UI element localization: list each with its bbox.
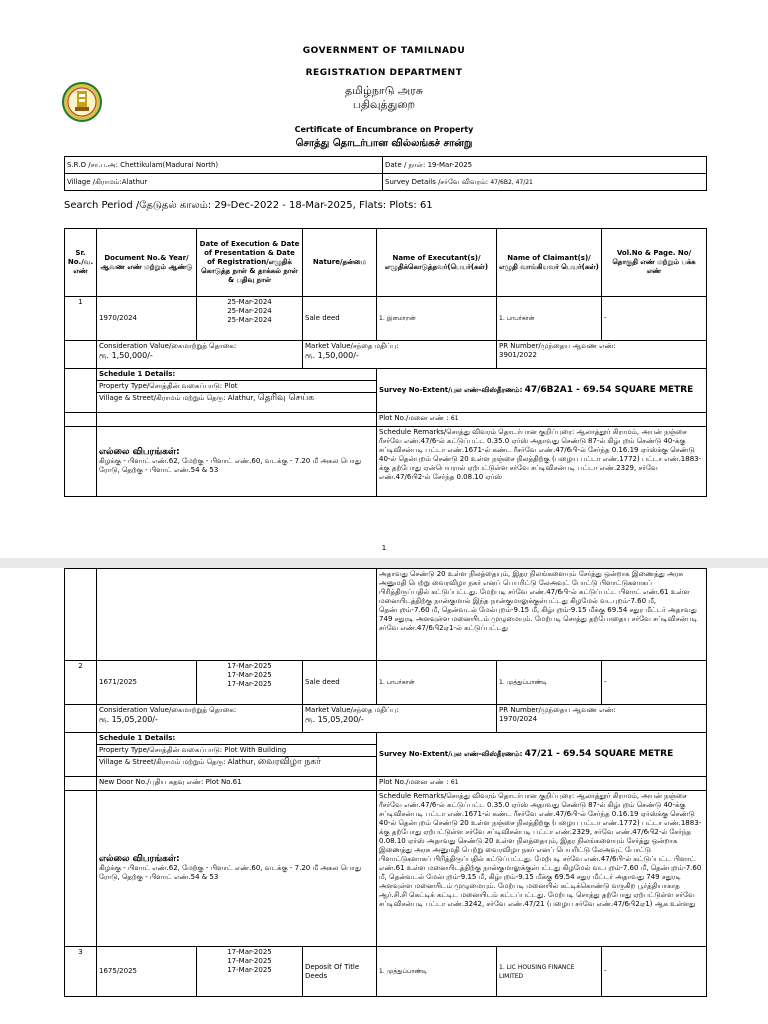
col-sr: Sr. No./வ. எண்	[65, 229, 97, 297]
survey-extent: Survey No-Extent/புல எண்-விஸ்தீரணம்: 47/6B2A1 - 69.54 SQUARE METRE	[377, 369, 707, 413]
document-no: 1675/2025	[97, 947, 197, 997]
dates-cell: 17-Mar-2025 17-Mar-2025 17-Mar-2025	[197, 661, 303, 705]
claimant: 1. பாபர்கான்	[497, 297, 602, 341]
nature: Sale deed	[303, 297, 377, 341]
consideration-value: Consideration Value/கைமாற்றுத் தொகை: ரூ. 1,50,000/-	[97, 341, 303, 369]
search-period: Search Period /தேடுதல் காலம்: 29-Dec-2022 - 18-Mar-2025, Flats: Plots: 61	[64, 200, 433, 211]
sr-no: 2	[65, 661, 97, 705]
table-row	[65, 661, 707, 705]
col-nature: Nature/தன்மை	[303, 229, 377, 297]
survey-details-field: Survey Details /சர்வே விவரம்: 47/6B2, 47/21	[383, 174, 707, 191]
consideration-value: Consideration Value/கைமாற்றுத் தொகை: ரூ. 15,05,200/-	[97, 705, 303, 733]
market-value: Market Value/சந்தை மதிப்பு: ரூ. 1,50,000/-	[303, 341, 497, 369]
certificate-title-tamil: சொத்து தொடர்பான வில்லங்கச் சான்று	[295, 138, 473, 149]
table-row	[65, 947, 707, 997]
pr-number: PR Number/முந்தைய ஆவண எண்: 1970/2024	[497, 705, 707, 733]
sr-no: 3	[65, 947, 97, 997]
col-volume: Vol.No & Page. No/ தொகுதி எண் மற்றும் பக்க எண்	[602, 229, 707, 297]
government-title: GOVERNMENT OF TAMILNADU	[302, 46, 466, 56]
dates-cell: 17-Mar-2025 17-Mar-2025 17-Mar-2025	[197, 947, 303, 997]
claimant: 1. முத்துப்பாண்டி	[497, 661, 602, 705]
plot-number: Plot No./மனை எண் : 61	[377, 777, 707, 791]
boundaries: எல்லை விபரங்கள்: கிழக்கு - பிளாட் எண்.62, மேற்கு - பிளாட் எண்.60, வடக்கு - 7.20 மீ அகல பொது ரோடு, தெற்கு - பிளாட் எண்.54 & 53	[97, 791, 377, 947]
sr-no: 1	[65, 297, 97, 341]
door-number: New Door No./புதிய கதவு எண்: Plot No.61	[97, 777, 377, 791]
nature: Sale deed	[303, 661, 377, 705]
schedule-remarks: Schedule Remarks/சொத்து விவரம் தொடர்பான குறிப்புரை: ஆலாத்தூர் கிராமம், அயன் நஞ்சை ரீசர்வே எண்.47/6-ல் கட்டுப்பட்ட 0.35.0 ஏர்ஸ் அதாவது செண்டு 87-ல் கிழ்புறம் செண்டு 40-க்கு சப்டிவிசன்படி பட்டா எண்.1671-ல் கண்ட ரீசர்வே எண்.47/6பி-ல் சேர்ந்த 0.16.19 ஏர்ஸ்க்கு செண்டு 40-ல் தென்புறம் செண்டு 20 உள்ள நஞ்சை நிலத்திற்கு (பழைய பட்டா எண்.1772) பட்டா எண்.1883-க்கு தற்போது ஏற்பட்டுள்ள சர்வே சப்டிவிசன்படி பட்டா எண்.2329, சர்வே எண்.47/6பி2-ல் சேர்ந்த 0.08.10 ஏர்ஸ் அதாவது செண்டு 20 உள்ள நிலத்தையும், இதர நிலங்களையும் சேர்த்து ஒன்றாக இணைத்து அரசு அனுமதி பெற்று வைரவிழா நகர் எனப் பெயரிட்டு லேஅவுட் போட்டு பிளாட்டுகளாகப் பிரித்திருப்பதில் கட்டுப்பட்டது. மேற்படி சர்வே எண்.47/6பி-ல் கட்டுப்பட்ட பிளாட் எண்.61 உள்ள மனையிடத்திற்கு நான்குமாலுக்குள்பட்டது கிழமேல் வடபுறம்-7.60 மீ, தென்புறம்-7.60 மீ, தென்வடல் மேல்புறம்-9.15 மீ, கிழ்புறம்-9.15 மீக்கு 69.54 சதுர மீட்டர் அதாவது 749 சதுரடி அளவுள்ள மனையிடம் முழுமையும். மேற்படி மனையில் கட்டிக்கொண்டு வருகிற பூர்த்தியாகாத ஆர்.சி.சி கெட்டிக் கட்டிட மனையிடம் கட்டப்பட்டது. மேற்படி சொத்து தற்போது ஏற்பட்டுள்ள சர்வே சப்டிவிசன்படி பட்டா எண்.3242, சர்வே எண்.47/21 (பழைய சர்வே எண்.47/6பி2ஏ1) ஆக உள்ளது	[377, 791, 707, 947]
schedule-remarks-continued: அதாவது செண்டு 20 உள்ள நிலத்தையும், இதர நிலங்களையும் சேர்த்து ஒன்றாக இணைத்து அரசு அனுமதி பெற்று வைரவிழா நகர் எனப் பெயரிட்டு லேஅவுட் போட்டு பிளாட்டுகளாகப் பிரித்திருப்பதில் கட்டுப்பட்டது. மேற்படி சர்வே எண்.47/6பி-ல் கட்டுப்பட்ட பிளாட் எண்.61 உள்ள மனையிடத்திற்கு நான்குமால் இந்த நான்குமாலுக்குள்பட்டது கிழமேல் வடபுறம்-7.60 மீ, தென்புறம்-7.60 மீ, தென்வடல் மேல்புறம்-9.15 மீ, கிழ்புறம்-9.15 மீக்கு 69.54 சதுர மீட்டர் அதாவது 749 சதுரடி அளவுள்ள மனையிடம் முழுமையும். மேற்படி சொத்து தற்போதைய சர்வே சப்டிவிசன்படி சர்வே எண்.47/6பி2ஏ1-ல் கட்டுப்பட்டது	[377, 569, 707, 661]
nature: Deposit Of Title Deeds	[303, 947, 377, 997]
certificate-title: Certificate of Encumbrance on Property	[294, 125, 474, 134]
schedule-details: Schedule 1 Details: Property Type/சொத்தின் வகைப்பாடு: Plot Village & Street/கிராமம் மற்றும் தெரு: Alathur, தெரிவு செய்க	[97, 369, 377, 413]
claimant: 1. LIC HOUSING FINANCE LIMITED	[497, 947, 602, 997]
executant: 1. பாபர்கான்	[377, 661, 497, 705]
schedule-remarks: Schedule Remarks/சொத்து விவரம் தொடர்பான குறிப்புரை: ஆலாத்தூர் கிராமம், அயன் நஞ்சை ரீசர்வே எண்.47/6-ல் கட்டுப்பட்ட 0.35.0 ஏர்ஸ் அதாவது செண்டு 87-ல் கிழ்புறம் செண்டு 40-க்கு சப்டிவிசன்படி பட்டா எண்.1671-ல் கண்ட ரீசர்வே எண்.47/6பி-ல் சேர்ந்த 0.16.19 ஏர்ஸ்க்கு செண்டு 40-ல் தென்புறம் செண்டு 20 உள்ள நஞ்சை நிலத்திற்கு (பழைய பட்டா எண்.1772) பட்டா எண்.1883-க்கு தற்போது ஏன்பெயரால் ஏற்பட்டுள்ள சர்வே சப்டிவிசன்படி பட்டா எண்.2329, சர்வே எண்.47/6பி2-ல் சேர்ந்த 0.08.10 ஏர்ஸ்	[377, 427, 707, 497]
sro-field: S.R.O /சா.ப.அ: Chettikulam(Madurai North)	[65, 157, 383, 174]
department-title: REGISTRATION DEPARTMENT	[305, 68, 463, 78]
government-title-tamil: தமிழ்நாடு அரசு	[344, 84, 424, 97]
page-separator	[0, 558, 768, 568]
tamilnadu-emblem-icon	[62, 82, 102, 122]
encumbrance-table-continued	[64, 568, 707, 997]
executant: 1. முத்துப்பாண்டி	[377, 947, 497, 997]
document-page-2	[0, 568, 768, 1024]
village-field: Village /கிராமம்:Alathur	[65, 174, 383, 191]
col-document: Document No.& Year/ ஆவண எண் மற்றும் ஆண்டு	[97, 229, 197, 297]
survey-extent: Survey No-Extent/புல எண்-விஸ்தீரணம்: 47/21 - 69.54 SQUARE METRE	[377, 733, 707, 777]
boundaries: எல்லை விபரங்கள்: கிழக்கு - பிளாட் எண்.62, மேற்கு - பிளாட் எண்.60, வடக்கு - 7.20 மீ அகல பொது ரோடு, தெற்கு - பிளாட் எண்.54 & 53	[97, 427, 377, 497]
col-executant: Name of Executant(s)/ எழுதிக்கொடுத்தவர்(பெயர்(கள்)	[377, 229, 497, 297]
date-field: Date / நாள்: 19-Mar-2025	[383, 157, 707, 174]
col-claimant: Name of Claimant(s)/ எழுதி வாங்கியவர் பெயர்(கள்)	[497, 229, 602, 297]
dates-cell: 25-Mar-2024 25-Mar-2024 25-Mar-2024	[197, 297, 303, 341]
plot-number: Plot No./மனை எண் : 61	[377, 413, 707, 427]
col-dates: Date of Execution & Date of Presentation & Date of Registration/எழுதிக் கொடுத்த நாள் & தாக்கல் நாள் & பதிவு நாள்	[197, 229, 303, 297]
page-number: 1	[381, 544, 387, 552]
encumbrance-table	[64, 228, 707, 497]
info-table	[64, 156, 707, 191]
pr-number: PR Number/முந்தைய ஆவண எண்: 3901/2022	[497, 341, 707, 369]
department-title-tamil: பதிவுத்துறை	[352, 98, 416, 111]
schedule-details: Schedule 1 Details: Property Type/சொத்தின் வகைப்பாடு: Plot With Building Village & Street/கிராமம் மற்றும் தெரு: Alathur, வைரவிழா நகர்	[97, 733, 377, 777]
document-no: 1671/2025	[97, 661, 197, 705]
market-value: Market Value/சந்தை மதிப்பு: ரூ. 15,05,200/-	[303, 705, 497, 733]
volume: -	[602, 297, 707, 341]
document-no: 1970/2024	[97, 297, 197, 341]
executant: 1. இளமாறன்	[377, 297, 497, 341]
volume: -	[602, 661, 707, 705]
volume: -	[602, 947, 707, 997]
table-row	[65, 297, 707, 341]
